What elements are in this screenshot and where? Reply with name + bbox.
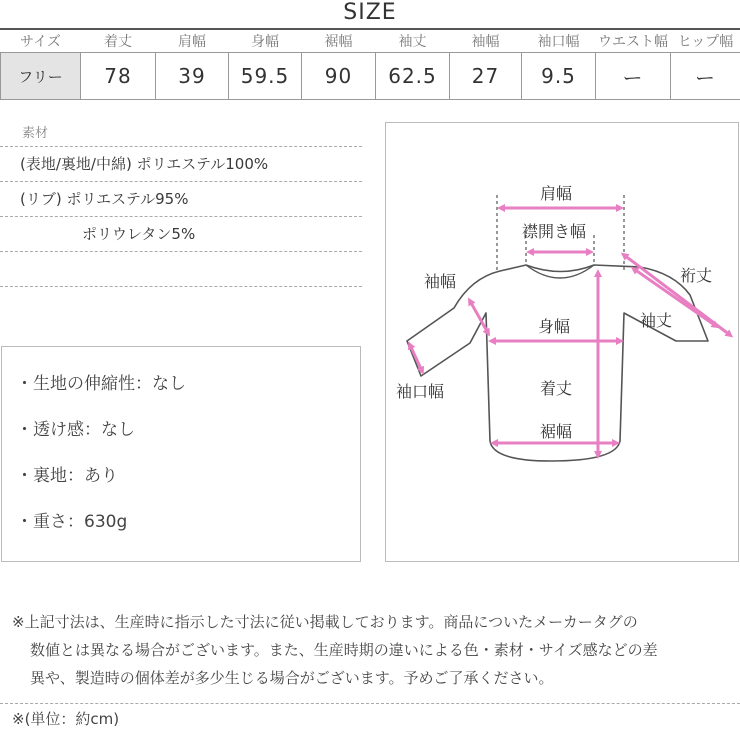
header-hip: ヒップ幅	[677, 34, 734, 50]
unit-note: ※(単位：約cm)	[12, 710, 120, 728]
material-line	[0, 251, 362, 287]
attribute-weight: ・重さ：630g	[16, 512, 128, 532]
header-size: サイズ	[20, 34, 61, 50]
cuff-arrow	[410, 345, 422, 371]
cell-hip: ー	[671, 53, 740, 100]
attribute-sheerness: ・透け感：なし	[16, 420, 135, 440]
label-sleeve-length: 袖丈	[640, 311, 673, 330]
size-title: SIZE	[343, 0, 397, 25]
material-line: (表地/裏地/中綿) ポリエステル100%	[0, 146, 362, 181]
sleeve-width-arrow	[470, 301, 488, 333]
measurement-diagram	[385, 122, 739, 562]
header-hem: 裾幅	[324, 34, 353, 50]
note-line: 数値とは異なる場合がございます。また、生産時期の違いによる色・素材・サイズ感などの差	[30, 641, 658, 659]
label-body-width: 身幅	[538, 317, 571, 336]
material-heading: 素材	[22, 126, 49, 141]
label-length: 着丈	[540, 379, 573, 398]
cell-shoulder: 39	[156, 53, 229, 100]
material-line: ポリウレタン5%	[0, 216, 362, 251]
header-length: 着丈	[104, 34, 132, 50]
label-cuff: 袖口幅	[396, 382, 445, 401]
header-body-width: 身幅	[251, 34, 279, 50]
row-size-label: フリー	[1, 53, 81, 100]
table-row	[1, 53, 740, 100]
cell-length: 78	[81, 53, 156, 100]
material-line: (リブ) ポリエステル95%	[0, 181, 362, 216]
note-line: ※上記寸法は、生産時に指示した寸法に従い掲載しております。商品についたメーカータグの	[12, 613, 638, 631]
cell-sleeve-width: 27	[450, 53, 522, 100]
label-neck: 襟開き幅	[522, 222, 587, 241]
label-hem: 裾幅	[540, 422, 573, 441]
label-sleeve-width: 袖幅	[424, 272, 457, 291]
disclaimer-notes	[12, 608, 732, 692]
header-sleeve-length: 袖丈	[398, 34, 427, 50]
cell-body-width: 59.5	[229, 53, 302, 100]
divider	[0, 703, 740, 704]
size-table-header-row	[1, 30, 740, 53]
label-yuki: 裄丈	[680, 266, 713, 285]
size-table	[0, 30, 740, 100]
header-waist: ウエスト幅	[598, 34, 668, 50]
note-line: 異や、製造時の個体差が多少生じる場合がございます。予めご了承ください。	[30, 669, 554, 687]
attribute-stretch: ・生地の伸縮性：なし	[16, 374, 186, 394]
cell-cuff: 9.5	[522, 53, 596, 100]
header-cuff: 袖口幅	[537, 34, 580, 50]
cell-sleeve-length: 62.5	[376, 53, 450, 100]
attributes-box	[1, 346, 361, 562]
header-shoulder: 肩幅	[178, 34, 206, 50]
cell-waist: ー	[596, 53, 671, 100]
cell-hem: 90	[302, 53, 376, 100]
attribute-lining: ・裏地：あり	[16, 466, 118, 486]
label-shoulder: 肩幅	[540, 184, 573, 203]
material-section	[0, 122, 362, 287]
header-sleeve-width: 袖幅	[471, 34, 500, 50]
